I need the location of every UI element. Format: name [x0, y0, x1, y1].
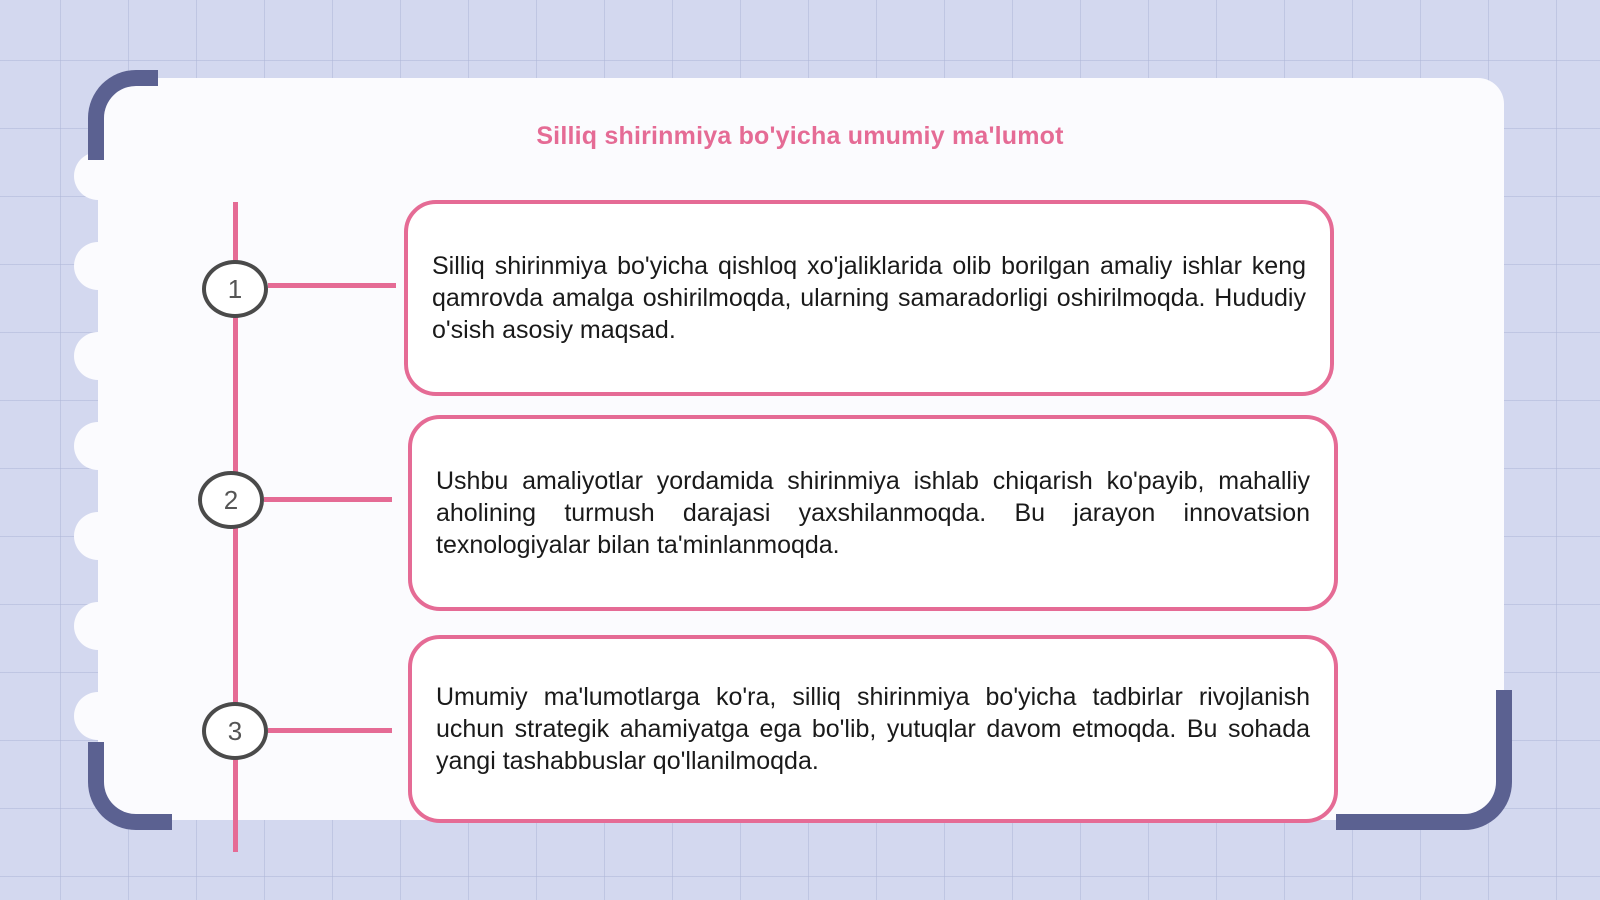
step-number-1: 1 [202, 260, 268, 318]
timeline-connector [268, 728, 392, 733]
slide-title: Silliq shirinmiya bo'yicha umumiy ma'lumot [536, 122, 1064, 150]
info-card-text: Umumiy ma'lumotlarga ko'ra, silliq shirinmiya bo'yicha tadbirlar rivojlanish uchun strategik ahamiyatga ega bo'lib, yutuqlar davom etmoqda. Bu sohada yangi tashabbuslar qo'llanilmoqda. [436, 683, 1310, 775]
info-card-3 [408, 635, 1338, 823]
sheet-scallop [74, 242, 126, 290]
corner-bracket-bottom-left [88, 742, 172, 830]
step-number-2: 2 [198, 471, 264, 529]
step-number-3: 3 [202, 702, 268, 760]
info-card-2 [408, 415, 1338, 611]
corner-bracket-bottom-right [1336, 690, 1512, 830]
info-card-text: Ushbu amaliyotlar yordamida shirinmiya ishlab chiqarish ko'payib, mahalliy aholining turmush darajasi yaxshilanmoqda. Bu jarayon innovatsion texnologiyalar bilan ta'minlanmoqda. [436, 467, 1310, 559]
sheet-scallop [74, 512, 126, 560]
sheet-scallop [74, 332, 126, 380]
sheet-scallop [74, 692, 126, 740]
timeline-connector [264, 497, 392, 502]
timeline-connector [268, 283, 396, 288]
corner-bracket-top-left [88, 70, 158, 160]
info-card-text: Silliq shirinmiya bo'yicha qishloq xo'jaliklarida olib borilgan amaliy ishlar keng qamrovda amalga oshirilmoqda, ularning samaradorligi oshirilmoqda. Hududiy o'sish asosiy maqsad. [432, 252, 1306, 344]
sheet-scallop [74, 422, 126, 470]
sheet-scallop [74, 602, 126, 650]
info-card-1 [404, 200, 1334, 396]
